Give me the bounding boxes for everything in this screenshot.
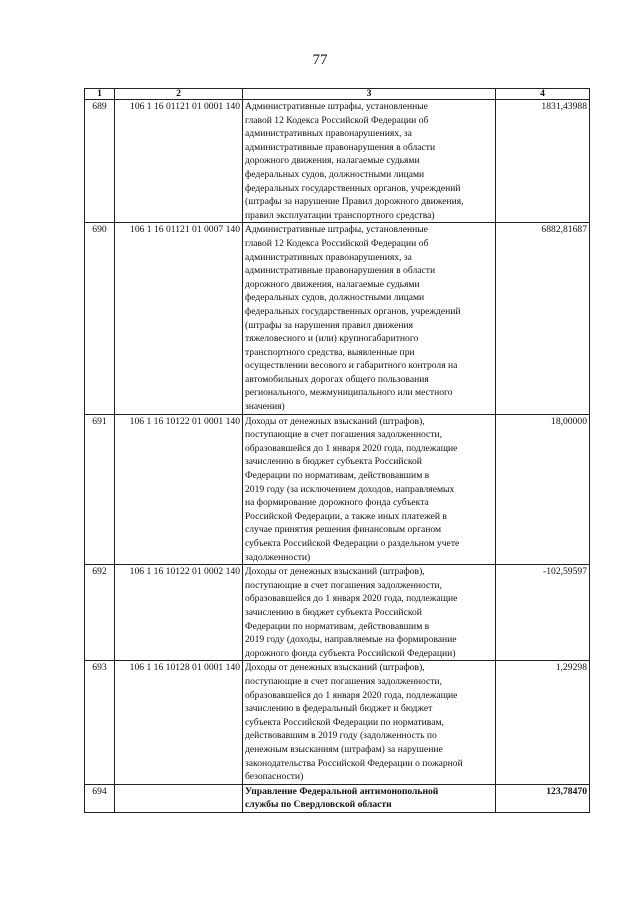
description-line: 2019 году (за исключением доходов, направляемых — [245, 483, 455, 495]
description-line: Доходы от денежных взысканий (штрафов), — [245, 662, 425, 674]
description-line: административные правонарушения в области — [245, 265, 436, 277]
description-line: 2019 году (доходы, направляемые на формирование — [245, 634, 457, 646]
income-description — [243, 784, 496, 812]
description-line: поступающие в счет погашения задолженности, — [245, 579, 442, 591]
header-col-1: 1 — [85, 89, 115, 100]
description-line: действовавшим в 2019 году (задолженность по — [245, 730, 437, 742]
description-line: правил эксплуатации транспортного средства) — [245, 209, 435, 221]
table-row — [85, 100, 590, 223]
row-number: 689 — [85, 100, 115, 223]
description-line: безопасности) — [245, 771, 304, 783]
row-number: 691 — [85, 414, 115, 565]
description-line: федеральных государственных органов, учреждений — [245, 182, 461, 194]
description-line: тяжеловесного и (или) крупногабаритного — [245, 333, 419, 345]
description-line: административные правонарушения в области — [245, 141, 436, 153]
page-number: 77 — [312, 52, 328, 68]
description-line: автомобильных дорогах общего пользования — [245, 373, 429, 385]
description-line: Административные штрафы, установленные — [245, 224, 428, 236]
table-row — [85, 414, 590, 565]
amount: 123,78470 — [496, 784, 590, 812]
description-line: образовавшейся до 1 января 2020 года, подлежащие — [245, 442, 458, 454]
description-line: поступающие в счет погашения задолженности, — [245, 429, 442, 441]
description-line: (штрафы за нарушение Правил дорожного движения, — [245, 196, 464, 208]
description-line: значения) — [245, 401, 285, 413]
description-line: главой 12 Кодекса Российской Федерации об — [245, 114, 429, 126]
description-line: задолженности) — [245, 551, 311, 563]
table-row — [85, 661, 590, 784]
table-row — [85, 784, 590, 812]
description-line: субъекта Российской Федерации о раздельном учете — [245, 538, 460, 549]
header-col-2: 2 — [115, 89, 243, 100]
description-line: поступающие в счет погашения задолженности, — [245, 675, 442, 687]
header-row — [85, 89, 590, 100]
budget-code — [115, 784, 243, 812]
row-number: 693 — [85, 661, 115, 784]
description-line: на формирование дорожного фонда субъекта — [245, 497, 429, 509]
table-row — [85, 223, 590, 414]
header-col-4: 4 — [496, 89, 590, 100]
description-line: Административные штрафы, установленные — [245, 101, 428, 112]
income-description — [243, 100, 496, 223]
budget-code: 106 1 16 10122 01 0001 140 — [115, 414, 243, 565]
amount: -102,59597 — [496, 565, 590, 661]
description-line: федеральных судов, должностными лицами — [245, 168, 425, 180]
description-line: законодательства Российской Федерации о пожарной — [245, 757, 463, 769]
description-line: Доходы от денежных взысканий (штрафов), — [245, 415, 425, 427]
description-line: регионального, межмуниципального или местного — [245, 387, 453, 399]
row-number: 692 — [85, 565, 115, 661]
row-number: 694 — [85, 784, 115, 812]
amount: 6882,81687 — [496, 223, 590, 414]
income-description — [243, 565, 496, 661]
description-line: административных правонарушениях, за — [245, 251, 412, 263]
amount: 18,00000 — [496, 414, 590, 565]
budget-code: 106 1 16 01121 01 0001 140 — [115, 100, 243, 223]
description-line: зачислению в федеральный бюджет и бюджет — [245, 703, 433, 715]
description-line: службы по Свердловской области — [245, 799, 392, 811]
header-col-3: 3 — [243, 89, 496, 100]
description-line: федеральных государственных органов, учреждений — [245, 305, 461, 317]
table-row — [85, 565, 590, 661]
budget-code: 106 1 16 10128 01 0001 140 — [115, 661, 243, 784]
description-line: главой 12 Кодекса Российской Федерации об — [245, 237, 429, 249]
description-line: зачислению в бюджет субъекта Российской — [245, 606, 422, 618]
description-line: образовавшейся до 1 января 2020 года, подлежащие — [245, 689, 458, 701]
description-line: Доходы от денежных взысканий (штрафов), — [245, 566, 425, 578]
amount: 1,29298 — [496, 661, 590, 784]
description-line: Федерации по нормативам, действовавшим в — [245, 470, 430, 482]
description-line: федеральных судов, должностными лицами — [245, 292, 425, 304]
row-number: 690 — [85, 223, 115, 414]
table-body — [85, 100, 590, 813]
income-description — [243, 661, 496, 784]
income-description — [243, 414, 496, 565]
budget-table — [84, 88, 590, 813]
description-line: дорожного фонда субъекта Российской Федерации) — [245, 647, 456, 659]
description-line: Управление Федеральной антимонопольной — [245, 785, 439, 797]
description-line: осуществлении весового и габаритного контроля на — [245, 360, 458, 372]
description-line: случае принятия решения финансовым органом — [245, 524, 442, 536]
description-line: административных правонарушениях, за — [245, 128, 412, 140]
description-line: Федерации по нормативам, действовавшим в — [245, 620, 430, 632]
budget-code: 106 1 16 10122 01 0002 140 — [115, 565, 243, 661]
description-line: денежным взысканиям (штрафам) за нарушение — [245, 743, 443, 755]
description-line: дорожного движения, налагаемые судьями — [245, 155, 420, 167]
budget-code: 106 1 16 01121 01 0007 140 — [115, 223, 243, 414]
description-line: зачислению в бюджет субъекта Российской — [245, 456, 422, 468]
amount: 1831,43988 — [496, 100, 590, 223]
income-description — [243, 223, 496, 414]
description-line: Российской Федерации, а также иных платежей в — [245, 510, 447, 522]
description-line: (штрафы за нарушения правил движения — [245, 319, 414, 331]
description-line: транспортного средства, выявленные при — [245, 346, 415, 358]
description-line: дорожного движения, налагаемые судьями — [245, 278, 420, 290]
description-line: образовавшейся до 1 января 2020 года, подлежащие — [245, 593, 458, 605]
description-line: субъекта Российской Федерации по нормативам, — [245, 716, 444, 728]
